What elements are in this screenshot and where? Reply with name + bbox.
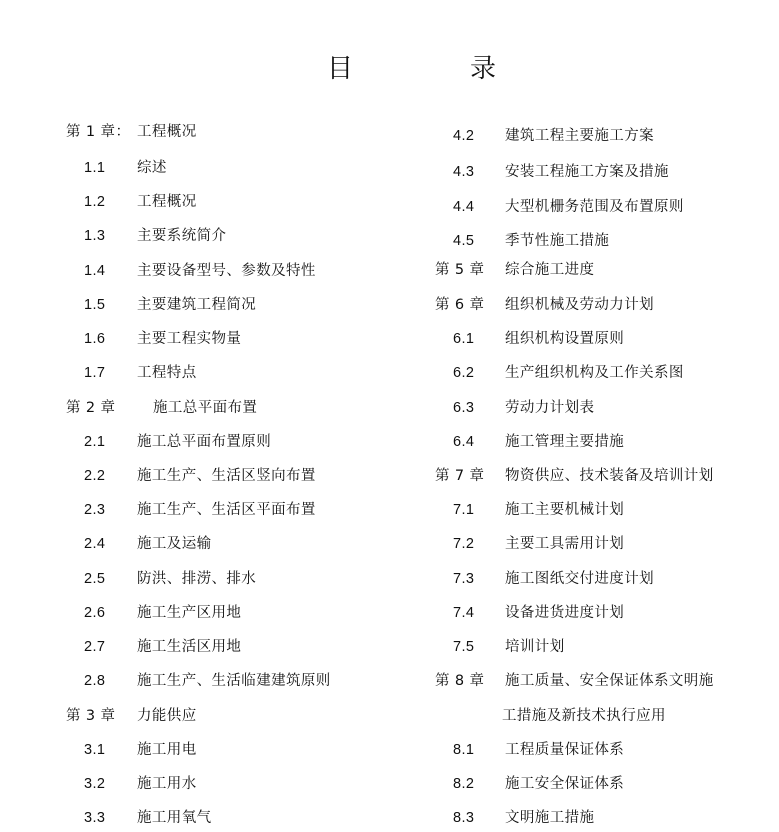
toc-chapter-entry [435,669,775,693]
toc-section-entry [453,806,773,830]
chapter-title: 施工总平面布置 [153,400,258,416]
section-title: 施工用电 [137,742,197,758]
section-number: 7.3 [453,571,475,587]
toc-section-entry [84,806,424,830]
section-title: 施工用水 [137,776,197,792]
toc-section-entry [453,160,773,184]
section-title: 劳动力计划表 [505,400,595,416]
section-title: 组织机构设置原则 [505,331,625,347]
toc-section-entry [453,567,773,591]
chapter-number: 第 8 章 [435,673,485,689]
section-title: 施工主要机械计划 [505,502,625,518]
toc-chapter-entry [66,396,426,420]
toc-section-entry [453,361,773,385]
toc-section-entry [84,601,424,625]
section-number: 1.7 [84,365,106,381]
section-title: 施工图纸交付进度计划 [505,571,654,587]
section-title: 施工生产区用地 [137,605,242,621]
toc-section-entry [84,259,424,283]
section-number: 3.3 [84,810,106,826]
chapter-number: 第 3 章 [66,708,116,724]
section-number: 4.3 [453,164,475,180]
section-title: 施工生产、生活临建建筑原则 [137,673,331,689]
section-number: 1.1 [84,160,106,176]
toc-section-entry [453,229,773,253]
section-title: 主要设备型号、参数及特性 [137,263,316,279]
toc-section-entry [453,532,773,556]
section-title: 安装工程施工方案及措施 [505,164,669,180]
section-number: 6.2 [453,365,475,381]
section-title: 施工生产、生活区竖向布置 [137,468,316,484]
toc-section-entry [453,498,773,522]
chapter-number: 第 5 章 [435,262,485,278]
section-number: 7.5 [453,639,475,655]
section-number: 2.3 [84,502,106,518]
section-number: 2.5 [84,571,106,587]
section-number: 3.2 [84,776,106,792]
section-number: 2.4 [84,536,106,552]
toc-chapter-entry [435,464,775,488]
section-number: 6.4 [453,434,475,450]
section-title: 综述 [137,160,167,176]
toc-section-entry [84,567,424,591]
toc-section-entry [84,669,424,693]
chapter-title: 物资供应、技术装备及培训计划 [505,468,714,484]
chapter-title: 力能供应 [137,708,197,724]
section-title: 施工生产、生活区平面布置 [137,502,316,518]
toc-section-entry [84,498,424,522]
section-number: 4.4 [453,199,475,215]
chapter-number: 第 2 章 [66,400,116,416]
toc-section-entry [84,532,424,556]
toc-section-entry [84,772,424,796]
section-number: 2.1 [84,434,106,450]
section-title: 工程概况 [137,194,197,210]
toc-section-entry [453,327,773,351]
toc-section-entry [453,772,773,796]
toc-section-entry [453,738,773,762]
section-number: 4.2 [453,128,475,144]
toc-section-entry [84,464,424,488]
section-number: 2.7 [84,639,106,655]
toc-chapter-entry [435,293,775,317]
section-number: 7.1 [453,502,475,518]
section-number: 1.3 [84,228,106,244]
toc-section-entry [453,601,773,625]
section-title: 文明施工措施 [505,810,595,826]
section-title: 施工生活区用地 [137,639,242,655]
toc-section-entry [84,224,424,248]
section-number: 2.2 [84,468,106,484]
toc-section-entry [84,361,424,385]
section-number: 7.4 [453,605,475,621]
section-title: 防洪、排涝、排水 [137,571,257,587]
toc-chapter-entry [66,704,426,728]
section-title: 设备进货进度计划 [505,605,625,621]
toc-title-part1: 目 [327,54,354,84]
section-number: 1.5 [84,297,106,313]
section-title: 施工安全保证体系 [505,776,625,792]
toc-section-entry [453,635,773,659]
section-number: 6.3 [453,400,475,416]
toc-chapter-entry [435,258,775,282]
section-number: 1.2 [84,194,106,210]
toc-section-entry [84,430,424,454]
chapter-title: 综合施工进度 [505,262,595,278]
toc-section-entry [84,738,424,762]
toc-section-entry [453,195,773,219]
section-number: 8.3 [453,810,475,826]
chapter-number: 第 1 章： [66,124,131,140]
section-title: 施工用氧气 [137,810,212,826]
section-number: 8.2 [453,776,475,792]
section-title: 主要工程实物量 [137,331,242,347]
section-title: 施工总平面布置原则 [137,434,272,450]
chapter-title: 工程概况 [137,124,197,140]
chapter-number: 第 7 章 [435,468,485,484]
section-number: 1.6 [84,331,106,347]
section-title: 季节性施工措施 [505,233,610,249]
toc-chapter-continuation [435,704,775,728]
toc-title-part2: 录 [470,54,497,84]
chapter-number: 第 6 章 [435,297,485,313]
section-title: 生产组织机构及工作关系图 [505,365,684,381]
section-title: 主要系统简介 [137,228,227,244]
section-number: 8.1 [453,742,475,758]
section-number: 3.1 [84,742,106,758]
section-title: 施工管理主要措施 [505,434,625,450]
toc-section-entry [84,190,424,214]
toc-section-entry [84,293,424,317]
toc-section-entry [453,430,773,454]
chapter-title-continuation: 工措施及新技术执行应用 [502,708,666,724]
section-number: 6.1 [453,331,475,347]
section-number: 7.2 [453,536,475,552]
section-title: 主要工具需用计划 [505,536,625,552]
toc-section-entry [84,327,424,351]
section-title: 主要建筑工程简况 [137,297,257,313]
section-number: 2.6 [84,605,106,621]
section-title: 工程质量保证体系 [505,742,625,758]
section-title: 大型机栅务范围及布置原则 [505,199,684,215]
chapter-title: 施工质量、安全保证体系文明施 [505,673,714,689]
section-title: 建筑工程主要施工方案 [505,128,654,144]
toc-chapter-entry [66,120,426,144]
section-title: 施工及运输 [137,536,212,552]
section-title: 工程特点 [137,365,197,381]
toc-section-entry [84,156,424,180]
section-number: 1.4 [84,263,106,279]
section-number: 4.5 [453,233,475,249]
toc-section-entry [453,124,773,148]
toc-section-entry [84,635,424,659]
section-title: 培训计划 [505,639,565,655]
section-number: 2.8 [84,673,106,689]
chapter-title: 组织机械及劳动力计划 [505,297,654,313]
toc-section-entry [453,396,773,420]
